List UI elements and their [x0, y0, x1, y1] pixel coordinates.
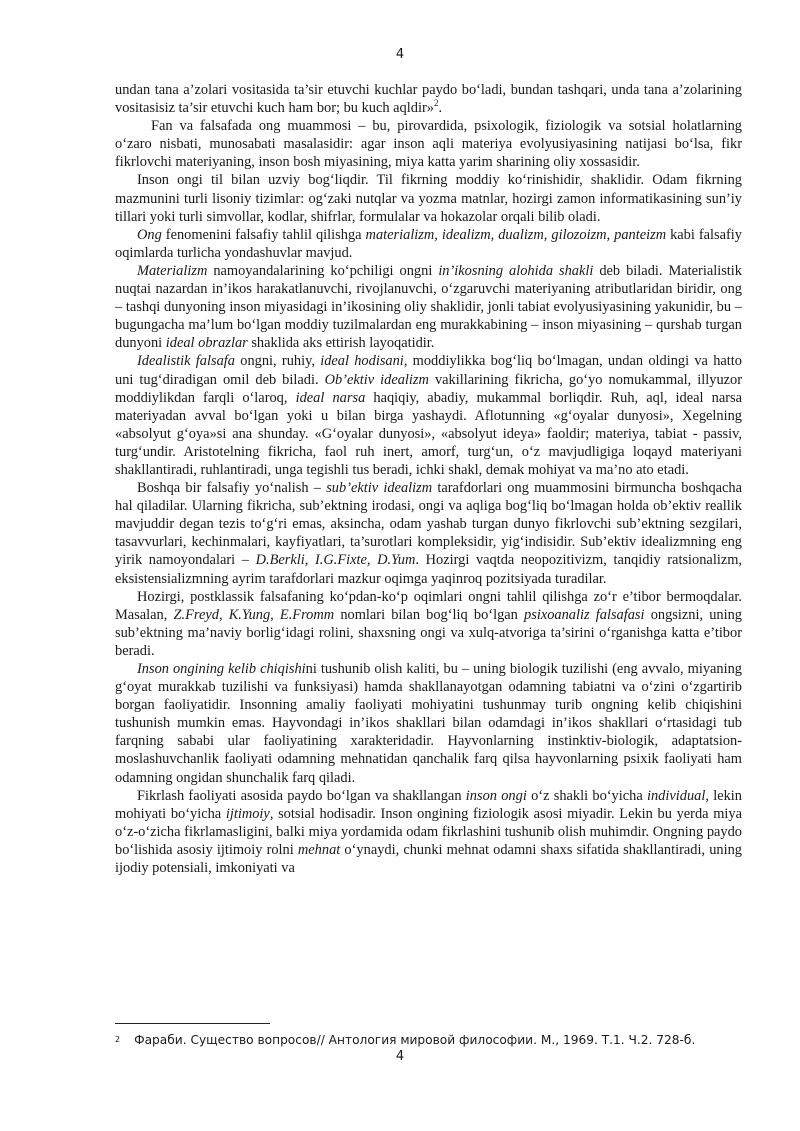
italic-term: ideal narsa [295, 389, 366, 406]
italic-term: mehnat [297, 841, 341, 858]
text-run: Inson ongi til bilan uzviy bog‘liqdir. Til fikrning moddiy ko‘rinishidir, shaklidir. Odam fikrning mazmunini turli lisoniy tizimlar: og‘zaki nutqlar va yozma matnlar, hozirgi zamon informatikasining sun’iy tillari yoki turli simvollar, kodlar, shifrlar, formulalar va hokazolar orqali bilib oladi. [115, 172, 742, 225]
italic-term: materializm, idealizm, dualizm, gilozoizm, panteizm [365, 226, 667, 243]
italic-term: Idealistik falsafa [137, 353, 235, 370]
italic-term: Z.Freyd, K.Yung, E.Fromm [173, 606, 335, 623]
text-run: . Hozirgi vaqtda neopozitivizm, tanqidiy ratsionalizm, eksistensializmning ayrim tarafdorlari mazkur oqimga yaqinroq pozitsiyada turadilar. [115, 552, 742, 587]
footnote-ref: 2 [433, 98, 439, 109]
italic-term: inson ongi [465, 787, 527, 804]
italic-term: Inson ongining kelib chiqishi [137, 661, 306, 677]
text-run: ongsizni, uning sub’ektning ma’naviy borlig‘idagi rolini, shaxsning ongi va xulq-atvoriga ta’sirini o‘rganishga katta e’tibor beradi. [115, 606, 742, 659]
paragraph [115, 660, 742, 787]
paragraph [115, 352, 742, 479]
italic-term: in’ikosning alohida shakli [438, 262, 594, 279]
text-run: deb biladi. Materialistik nuqtai nazardan in’ikos harakatlanuvchi, rivojlanuvchi, o‘zgaruvchi materiyaning atributlaridan biridir, ong – tashqi dunyoning inson miyasidagi in’ikosining oliy shaklidir, jonli tabiat evolyusiyasining yakunidir, bu – bugungacha ma’lum bo‘lgan moddiy tuzilmalardan eng murakkabining – inson miyasining – qurshab turgan dunyoni [115, 262, 742, 352]
text-run: , moddiylikka bog‘liq bo‘lmagan, undan oldingi va hatto uni tug‘diradigan omil deb biladi. [115, 353, 742, 388]
italic-term: sub’ektiv idealizm [326, 480, 433, 497]
page-number-top: 4 [395, 47, 405, 62]
text-run: , lekin mohiyati bo‘yicha [115, 787, 742, 822]
text-run: undan tana a’zolari vositasida ta’sir etuvchi kuchlar paydo bo‘ladi, bundan tashqari, unda tana a’zolarining vositasisiz ta’sir etuvchi kuch ham bor; bu kuch aqldir» [115, 82, 742, 117]
text-run: ni tushunib olish kaliti, bu – uning biologik tuzilishi (eng avvalo, miyaning g‘oyat murakkab tuzilishi va funksiyasi) hamda shakllanayotgan odamning tabiatni va o‘zini o‘zgartirib borgan faoliyatidir. Insonning amaliy faoliyati mohiyatini tushunmay turib ongning kelib chiqishini tushunish mumkin emas. Hayvondagi in’ikos shakllari bilan odamdagi in’ikos shakllari o‘rtasidagi tub farqning sababi ular faoliyatining xarakteridadir. Hayvonlarning instinktiv-biologik, adaptatsion-moslashuvchanlik faoliyati odamning mehnatidan qanchalik farq qilsa hayvonlarning psixik faoliyati ham odamning ongidan shunchalik farq qiladi. [115, 661, 742, 786]
paragraph [115, 226, 742, 262]
text-run: o‘ynaydi, chunki mehnat odamni shaxs sifatida shakllantiradi, uning ijodiy potensiali, imkoniyati va [115, 841, 742, 877]
body-text [115, 81, 742, 877]
italic-term: psixoanaliz falsafasi [524, 606, 645, 623]
paragraph [115, 171, 742, 225]
paragraph [115, 588, 742, 660]
text-run: , sotsial hodisadir. Inson ongining fiziologik asosi miyadir. Lekin bu yerda miya o‘z-o‘zicha fikrlamasligini, balki miya yordamida odam fikrlashini tushunib olish muhimdir. Ongning paydo bo‘lishida asosiy ijtimoiy rolni [115, 805, 742, 858]
footnote-text: Фараби. Существо вопросов// Антология мировой философии. М., 1969. Т.1. Ч.2. 728-б. [134, 1033, 696, 1047]
text-run: haqiqiy, abadiy, mukammal borliqdir. Ruh, aql, ideal narsa materiyadan avval bo‘lgan yoki u bilan birga yashaydi. Aflotunning «g‘oyalar dunyosi», Xegelning «absolyut g‘oya»si ana shunday. «G‘oyalar dunyosi», «absolyut ideya» faoldir; materiya, tabiat - passiv, turg‘undir. Aristotelning fikricha, faol ruh inert, amorf, turg‘un, o‘z mavjudligiga loqayd materiyani shakllantiradi, ruhlantiradi, unga tegishli tus beradi, ichki shakl, demak mohiyat va ma’no ato etadi. [115, 389, 742, 478]
text-run: shaklida aks ettirish layoqatidir. [247, 335, 435, 352]
text-run: fenomenini falsafiy tahlil qilishga [161, 226, 366, 243]
paragraph [115, 81, 742, 117]
text-run: namoyandalarining ko‘pchiligi ongni [207, 262, 439, 279]
text-run: Hozirgi, postklassik falsafaning ko‘pdan-ko‘p oqimlari ongni tahlil qilishga zo‘r e’tibor bermoqdalar. Masalan, [115, 588, 742, 623]
footnote-divider [115, 1023, 270, 1024]
paragraph [115, 262, 742, 352]
italic-term: Materializm [137, 262, 208, 279]
italic-term: D.Berkli, I.G.Fixte, D.Yum [255, 552, 416, 569]
text-run: nomlari bilan bog‘liq bo‘lgan [334, 606, 525, 623]
page-number-bottom: 4 [395, 1049, 405, 1064]
italic-term: Ong [137, 226, 162, 243]
text-run: Boshqa bir falsafiy yo‘nalish – [137, 480, 327, 497]
text-run: . [438, 100, 443, 117]
italic-term: ijtimoiy [225, 805, 270, 822]
paragraph [115, 787, 742, 877]
italic-term: ideal hodisani [320, 353, 404, 370]
text-run: vakillarining fikricha, go‘yo nomukammal, illyuzor moddiylikdan farqli o‘laroq, [115, 371, 743, 406]
paragraph [115, 117, 742, 171]
text-run: kabi falsafiy oqimlarda turlicha yondashuvlar mavjud. [115, 226, 743, 261]
text-run: Fan va falsafada ong muammosi – bu, pirovardida, psixologik, fiziologik va sotsial holatlarning o‘zaro nisbati, munosabati masalasidir: agar inson aqli materiya evolyusiyasining natijasi bo‘lsa, fikr fikrlovchi materiyaning, inson bosh miyasining, miya katta yarim sharining oliy xossasidir. [115, 118, 742, 171]
text-run: ongni, ruhiy, [235, 353, 321, 370]
text-run: tarafdorlari ong muammosini birmuncha boshqacha hal qiladilar. Ularning fikricha, sub’ektning irodasi, ongi va aqliga bog‘liq bo‘lmagan holda ob’ektiv reallik mavjuddir degan tezis to‘g‘ri emas, aksincha, odam yashab turgan dunyo fikrlovchi sub’ektning sezgilari, tasavvurlari, kechinmalari, kayfiyatlari, ta’surotlari kompleksidir, yig‘indisidir. Sub’ektiv idealizmning eng yirik namoyondalari – [115, 480, 742, 569]
footnote-mark: 2 [115, 1035, 121, 1044]
text-run: o‘z shakli bo‘yicha [526, 787, 647, 804]
italic-term: Ob’ektiv idealizm [324, 371, 429, 388]
italic-term: ideal obrazlar [165, 335, 248, 352]
text-run: Fikrlash faoliyati asosida paydo bo‘lgan va shakllangan [137, 787, 466, 804]
paragraph [115, 479, 742, 588]
footnote [115, 1032, 742, 1048]
italic-term: individual [646, 787, 706, 804]
